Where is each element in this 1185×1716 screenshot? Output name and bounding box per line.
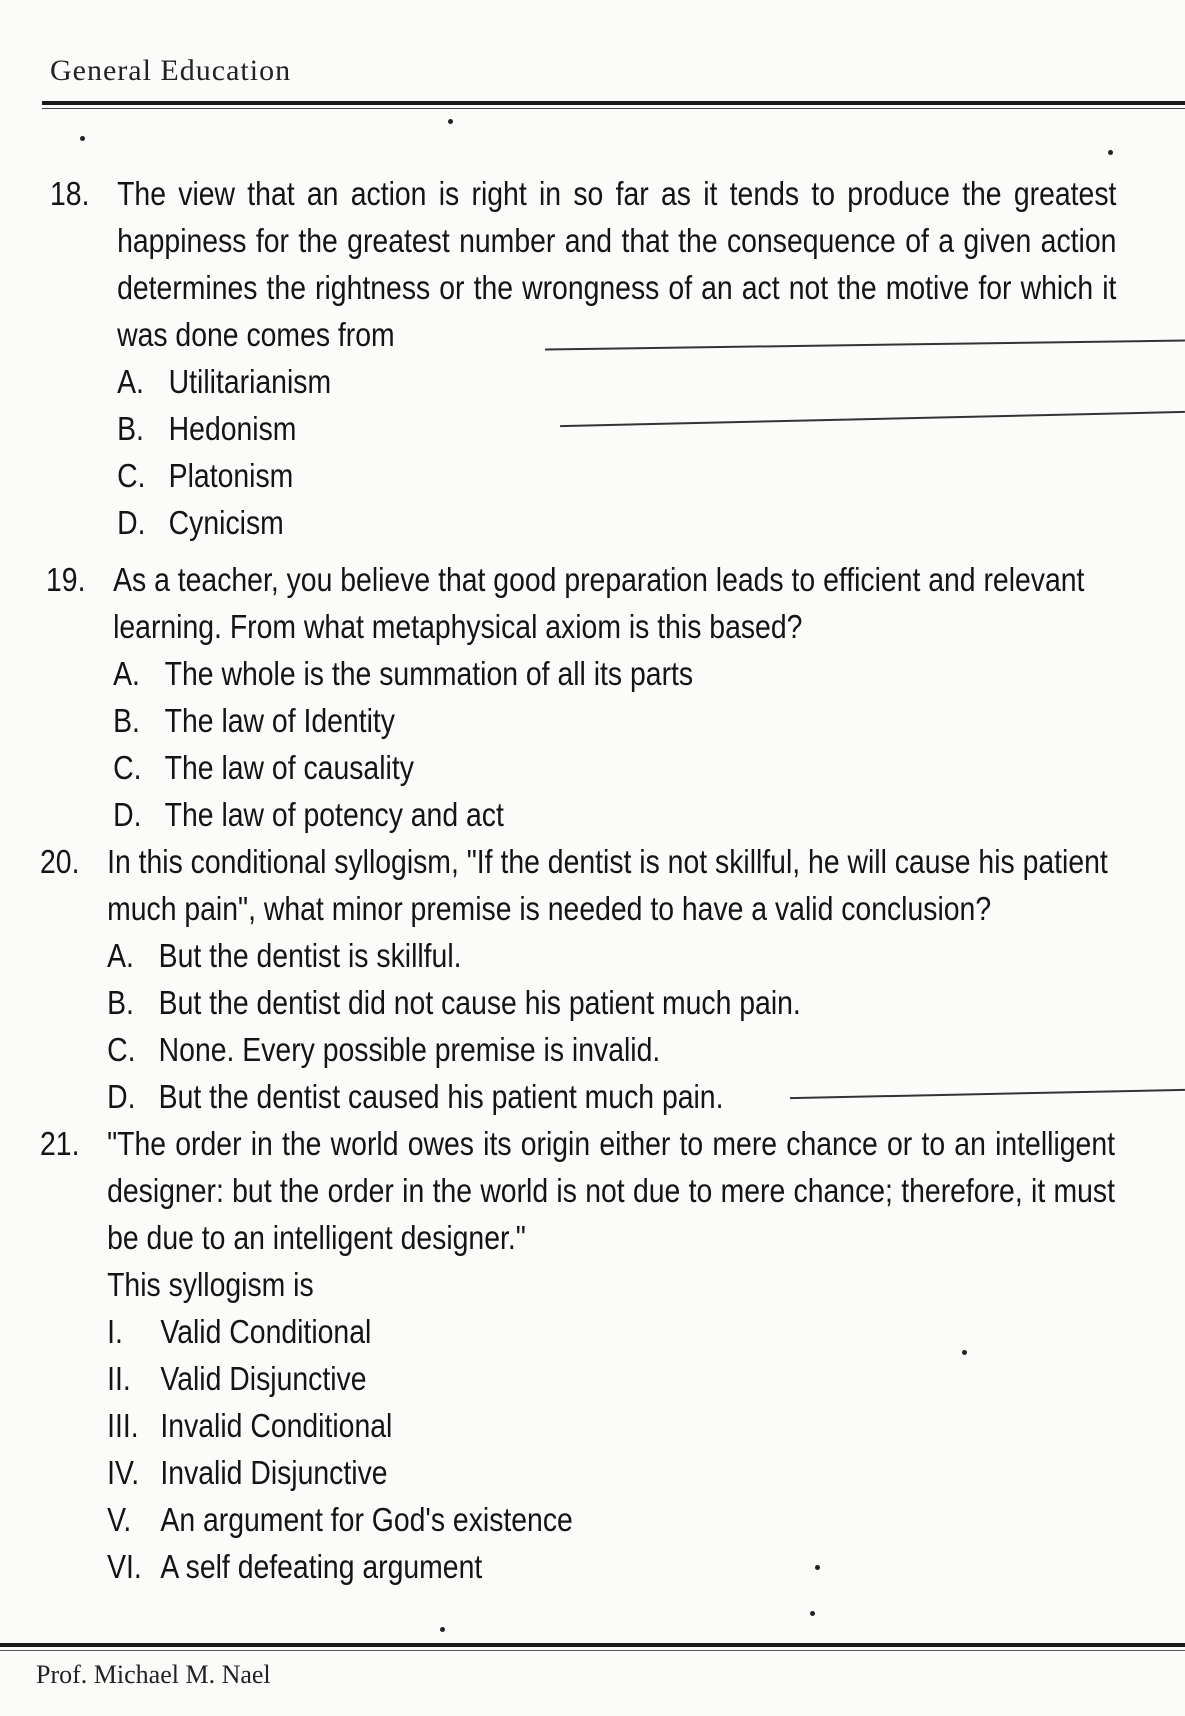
scan-speck [962, 1350, 967, 1355]
option-letter: III. [107, 1407, 139, 1444]
option-d [40, 1073, 1115, 1120]
option-letter: D. [113, 796, 142, 833]
option-text: Invalid Disjunctive [160, 1454, 388, 1491]
option-letter: IV. [107, 1454, 140, 1491]
option-text: Invalid Conditional [160, 1407, 393, 1444]
option-letter: D. [107, 1078, 136, 1115]
question-stem: In this conditional syllogism, "If the dentist is not skillful, he will cause his patient much pain", what minor premise is needed to have a valid conclusion? [107, 843, 1108, 927]
scan-speck [810, 1611, 815, 1616]
question-20 [40, 838, 1115, 1120]
question-18 [50, 170, 1116, 546]
scan-speck [448, 119, 453, 124]
question-stem: The view that an action is right in so far as it tends to produce the greatest happiness for the greatest number and that the consequence of a given action determines the rightness or the wrongness of an act not the motive for which it was done comes from [117, 175, 1117, 353]
option-letter: C. [113, 749, 142, 786]
option-text: An argument for God's existence [160, 1501, 573, 1538]
option-letter: C. [117, 457, 146, 494]
option-text: But the dentist caused his patient much pain. [158, 1078, 724, 1115]
option-letter: B. [107, 984, 134, 1021]
question-stem: As a teacher, you believe that good preparation leads to efficient and relevant learning. From what metaphysical axiom is this based? [113, 561, 1085, 645]
option-text: The law of potency and act [164, 796, 504, 833]
option-b [40, 979, 1115, 1026]
option-text: None. Every possible premise is invalid. [158, 1031, 661, 1068]
option-text: Valid Disjunctive [160, 1360, 367, 1397]
question-19 [46, 556, 1116, 838]
option-letter: D. [117, 504, 146, 541]
option-letter: A. [117, 363, 144, 400]
option-text: The law of causality [164, 749, 414, 786]
option-c [40, 1026, 1115, 1073]
option-iv [40, 1449, 1115, 1496]
question-number: 20. [40, 843, 80, 880]
option-letter: A. [107, 937, 134, 974]
question-number: 18. [50, 175, 90, 212]
question-number: 21. [40, 1125, 80, 1162]
question-stem: "The order in the world owes its origin either to mere chance or to an intelligent designer: but the order in the world is not due to mere chance; therefore, it must be due to an intelligent designer." [107, 1125, 1115, 1256]
option-ii [40, 1355, 1115, 1402]
option-a [40, 932, 1115, 979]
option-text: But the dentist is skillful. [158, 937, 462, 974]
option-text: Valid Conditional [160, 1313, 372, 1350]
option-b [46, 697, 1116, 744]
scan-speck [815, 1565, 820, 1570]
option-text: Utilitarianism [168, 363, 332, 400]
option-text: The law of Identity [164, 702, 395, 739]
option-text: A self defeating argument [160, 1548, 483, 1585]
option-v [40, 1496, 1115, 1543]
footer-rule-thin [0, 1650, 1185, 1651]
option-text: Cynicism [168, 504, 284, 541]
header-rule [42, 101, 1185, 105]
footer-rule [0, 1643, 1185, 1647]
option-d [50, 499, 1116, 546]
option-a [46, 650, 1116, 697]
option-text: But the dentist did not cause his patient much pain. [158, 984, 801, 1021]
page-header: General Education [50, 54, 292, 87]
page-footer: Prof. Michael M. Nael [36, 1660, 271, 1689]
scan-speck [80, 136, 85, 141]
option-letter: B. [113, 702, 140, 739]
question-lead: This syllogism is [107, 1266, 314, 1303]
question-number: 19. [46, 561, 86, 598]
scan-speck [440, 1627, 445, 1632]
option-text: Hedonism [168, 410, 297, 447]
option-vi [40, 1543, 1115, 1590]
header-rule-thin [42, 108, 1185, 109]
option-letter: II. [107, 1360, 131, 1397]
option-letter: VI. [107, 1548, 142, 1585]
option-letter: A. [113, 655, 140, 692]
option-text: Platonism [168, 457, 294, 494]
option-iii [40, 1402, 1115, 1449]
scan-speck [1108, 150, 1113, 155]
option-b [50, 405, 1116, 452]
option-letter: C. [107, 1031, 136, 1068]
option-letter: I. [107, 1313, 123, 1350]
option-d [46, 791, 1116, 838]
option-c [46, 744, 1116, 791]
question-21 [40, 1120, 1115, 1590]
option-letter: B. [117, 410, 144, 447]
option-letter: V. [107, 1501, 132, 1538]
option-c [50, 452, 1116, 499]
option-a [50, 358, 1116, 405]
option-text: The whole is the summation of all its parts [164, 655, 694, 692]
option-i [40, 1308, 1115, 1355]
